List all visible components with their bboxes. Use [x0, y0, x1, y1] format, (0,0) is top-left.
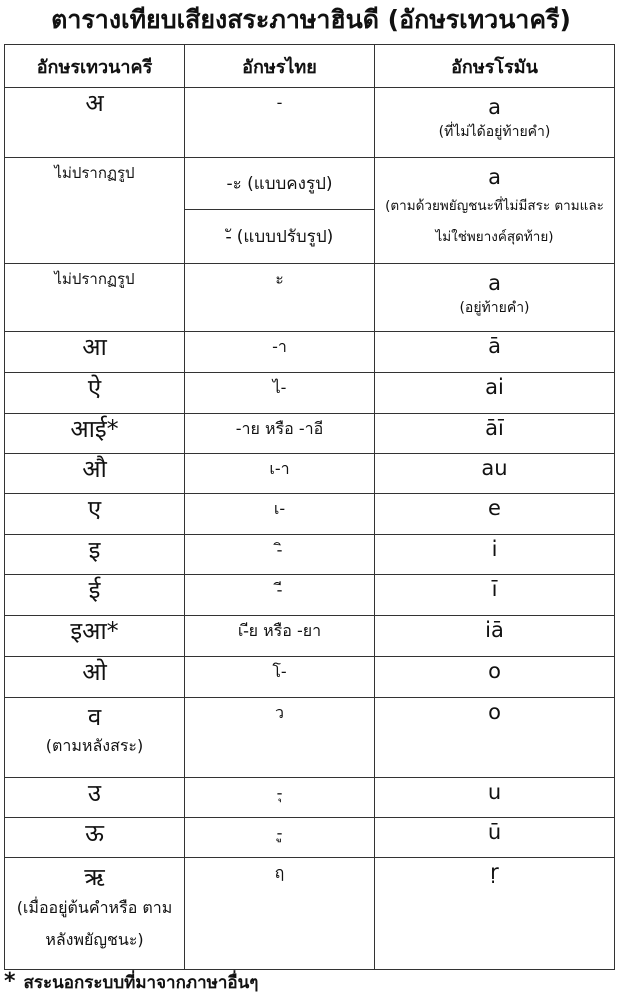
table-row — [5, 657, 615, 698]
roman-cell — [375, 158, 615, 264]
header-devanagari: อักษรเทวนาครี — [5, 45, 185, 88]
roman-cell: āī — [375, 414, 615, 454]
footnote — [4, 968, 258, 997]
roman-note: (ที่ไม่ได้อยู่ท้ายคำ) — [438, 124, 551, 140]
devanagari-cell: ऊ — [5, 818, 185, 858]
footnote-star: * — [4, 969, 16, 994]
header-thai: อักษรไทย — [185, 45, 375, 88]
thai-cell: โ- — [185, 657, 375, 698]
thai-cell: -ี — [185, 575, 375, 616]
table-row — [5, 332, 615, 373]
devanagari-cell: ไม่ปรากฏรูป — [5, 158, 185, 264]
roman-cell: ū — [375, 818, 615, 858]
roman-cell: ī — [375, 575, 615, 616]
devanagari-cell — [5, 698, 185, 778]
devanagari-note: (ตามหลังสระ) — [45, 736, 144, 755]
devanagari-cell: इआ* — [5, 616, 185, 657]
devanagari-cell: आ — [5, 332, 185, 373]
devanagari-cell: ए — [5, 494, 185, 535]
roman-note: (อยู่ท้ายคำ) — [459, 300, 530, 316]
table-row — [5, 414, 615, 454]
table-row — [5, 158, 615, 210]
roman-value: a — [488, 165, 501, 189]
table-row — [5, 373, 615, 414]
roman-cell — [375, 264, 615, 332]
devanagari-cell: ไม่ปรากฏรูป — [5, 264, 185, 332]
table-row — [5, 535, 615, 575]
thai-cell: -ู — [185, 818, 375, 858]
table-row — [5, 454, 615, 494]
thai-cell: -ิ — [185, 535, 375, 575]
vowel-comparison-table — [4, 44, 615, 970]
thai-cell: ไ- — [185, 373, 375, 414]
roman-cell: ai — [375, 373, 615, 414]
devanagari-cell — [5, 858, 185, 970]
roman-cell: ā — [375, 332, 615, 373]
table-row — [5, 818, 615, 858]
roman-cell: i — [375, 535, 615, 575]
devanagari-note: (เมื่ออยู่ต้นคำหรือ ตามหลังพยัญชนะ) — [16, 898, 173, 949]
table-row — [5, 616, 615, 657]
devanagari-cell: ई — [5, 575, 185, 616]
devanagari-value: ऋ — [84, 863, 105, 891]
table-row — [5, 778, 615, 818]
thai-cell: -า — [185, 332, 375, 373]
thai-cell: เ-า — [185, 454, 375, 494]
thai-cell: ว — [185, 698, 375, 778]
table-row — [5, 494, 615, 535]
thai-cell: -าย หรือ -าอี — [185, 414, 375, 454]
roman-cell: o — [375, 657, 615, 698]
thai-cell-a: -ะ (แบบคงรูป) — [185, 158, 375, 210]
thai-cell: -ุ — [185, 778, 375, 818]
devanagari-cell: ऐ — [5, 373, 185, 414]
table-row — [5, 575, 615, 616]
page-title: ตารางเทียบเสียงสระภาษาฮินดี (อักษรเทวนาครี) — [51, 5, 571, 34]
table-row — [5, 264, 615, 332]
devanagari-cell: ओ — [5, 657, 185, 698]
table-row — [5, 858, 615, 970]
roman-cell: au — [375, 454, 615, 494]
devanagari-value: व — [87, 703, 102, 731]
roman-cell: ṛ — [375, 858, 615, 970]
table-row — [5, 88, 615, 158]
roman-cell: e — [375, 494, 615, 535]
roman-cell: iā — [375, 616, 615, 657]
devanagari-cell: अ — [5, 88, 185, 158]
table-header-row — [5, 45, 615, 88]
devanagari-cell: आई* — [5, 414, 185, 454]
thai-cell: เ- — [185, 494, 375, 535]
thai-cell-b: -ั (แบบปรับรูป) — [185, 210, 375, 264]
table-row — [5, 698, 615, 778]
roman-cell — [375, 88, 615, 158]
footnote-text: สระนอกระบบที่มาจากภาษาอื่นๆ — [23, 973, 259, 993]
roman-cell: u — [375, 778, 615, 818]
thai-cell: - — [185, 88, 375, 158]
thai-cell: ฤ — [185, 858, 375, 970]
devanagari-cell: औ — [5, 454, 185, 494]
devanagari-cell: इ — [5, 535, 185, 575]
header-roman: อักษรโรมัน — [375, 45, 615, 88]
thai-cell: ะ — [185, 264, 375, 332]
thai-cell: เ-ีย หรือ -ยา — [185, 616, 375, 657]
roman-value: a — [488, 271, 501, 295]
devanagari-cell: उ — [5, 778, 185, 818]
roman-note: (ตามด้วยพยัญชนะที่ไม่มีสระ ตามและไม่ใช่พยางค์สุดท้าย) — [385, 198, 604, 245]
roman-cell: o — [375, 698, 615, 778]
roman-value: a — [488, 95, 501, 119]
